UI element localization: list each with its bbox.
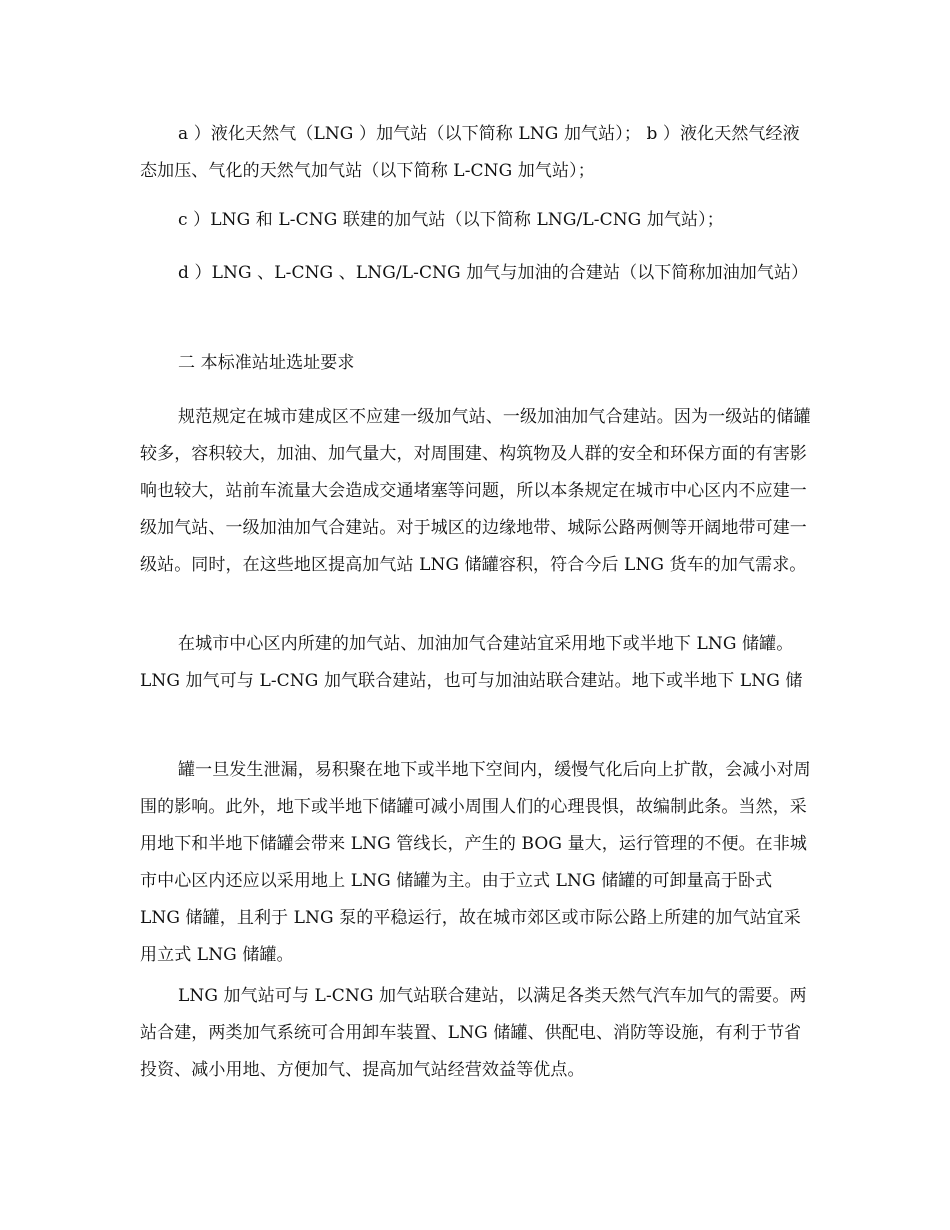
paragraph-tank-leakage: 罐一旦发生泄漏，易积聚在地下或半地下空间内，缓慢气化后向上扩散，会减小对周围的影响。此外，地下或半地下储罐可减小周围人们的心理畏惧，故编制此条。当然，采用地下和半地下储罐会带来 LNG 管线长，产生的 BOG 量大，运行管理的不便。在非城市中心区内还应以采用地上 LNG 储罐为主。由于立式 LNG 储罐的可卸量高于卧式 LNG 储罐，且利于 LNG 泵的平稳运行，故在城市郊区或市际公路上所建的加气站宜采用立式 LNG 储罐。 [140,760,811,965]
section-heading: 二 本标准站址选址要求 [178,353,355,373]
paragraph-joint-station: LNG 加气站可与 L-CNG 加气站联合建站，以满足各类天然气汽车加气的需要。两站合建，两类加气系统可合用卸车装置、LNG 储罐、供配电、消防等设施，有利于节省投资、减小用地、方便加气、提高加气站经营效益等优点。 [140,986,807,1080]
paragraph-station-types-ab: a ）液化天然气（LNG ）加气站（以下简称 LNG 加气站）； b ）液化天然气经液态加压、气化的天然气加气站（以下简称 L-CNG 加气站）； [140,124,800,181]
paragraph-site-selection: 规范规定在城市建成区不应建一级加气站、一级加油加气合建站。因为一级站的储罐较多，容积较大，加油、加气量大，对周围建、构筑物及人群的安全和环保方面的有害影响也较大，站前车流量大会造成交通堵塞等问题，所以本条规定在城市中心区内不应建一级加气站、一级加油加气合建站。对于城区的边缘地带、城际公路两侧等开阔地带可建一级站。同时，在这些地区提高加气站 LNG 储罐容积，符合今后 LNG 货车的加气需求。 [140,407,811,575]
paragraph-underground-tanks: 在城市中心区内所建的加气站、加油加气合建站宜采用地下或半地下 LNG 储罐。 LNG 加气可与 L-CNG 加气联合建站，也可与加油站联合建站。地下或半地下 LNG 储 [140,634,803,691]
paragraph-station-type-c: c ）LNG 和 L-CNG 联建的加气站（以下简称 LNG/L-CNG 加气站）； [178,210,724,230]
paragraph-station-type-d: d ）LNG 、L-CNG 、LNG/L-CNG 加气与加油的合建站（以下简称加油加气站） [178,263,809,283]
